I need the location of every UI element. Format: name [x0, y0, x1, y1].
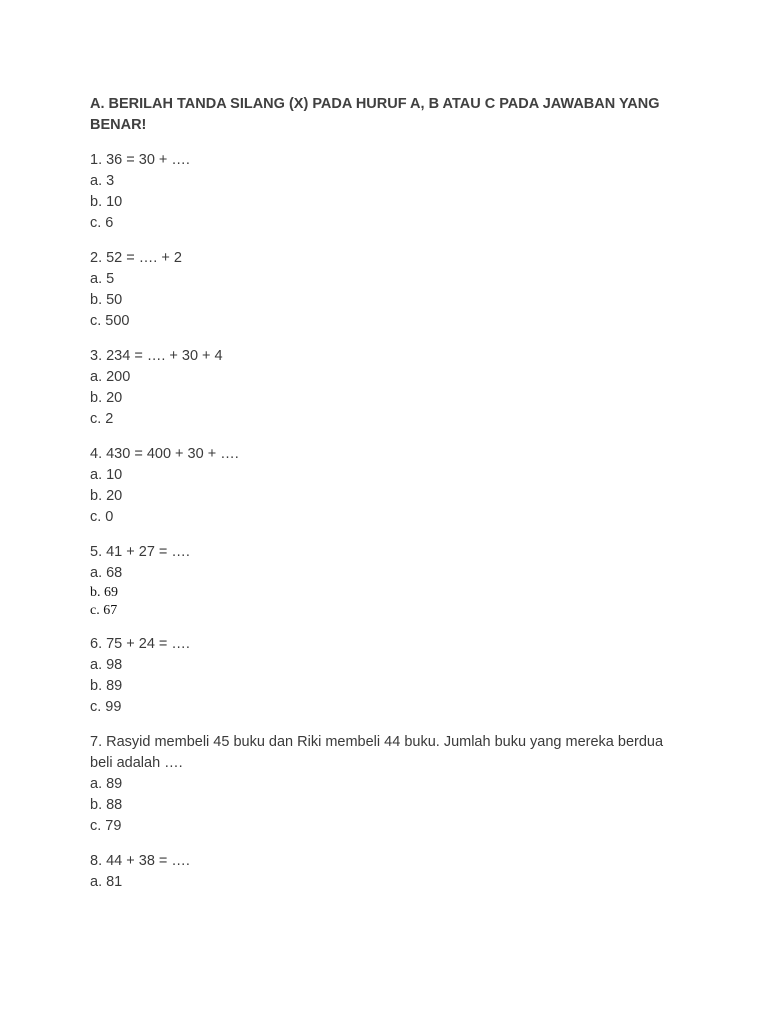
question-7 — [90, 732, 670, 837]
option-c: c. 2 — [90, 411, 114, 427]
option-a: a. 10 — [90, 467, 123, 483]
question-text: 3. 234 = …. + 30 + 4 — [90, 348, 223, 364]
question-text: 5. 41 + 27 = …. — [90, 544, 190, 560]
question-2 — [90, 248, 670, 332]
question-5 — [90, 542, 670, 620]
option-b: b. 69 — [90, 585, 118, 600]
option-a: a. 5 — [90, 271, 115, 287]
option-b: b. 89 — [90, 678, 123, 694]
option-c: c. 500 — [90, 313, 130, 329]
option-a: a. 200 — [90, 369, 131, 385]
question-text: 8. 44 + 38 = …. — [90, 853, 190, 869]
section-heading: A. BERILAH TANDA SILANG (X) PADA HURUF A, B ATAU C PADA JAWABAN YANG BENAR! — [90, 96, 660, 133]
option-b: b. 20 — [90, 390, 123, 406]
question-4 — [90, 444, 670, 528]
option-a: a. 81 — [90, 874, 123, 890]
option-a: a. 68 — [90, 565, 123, 581]
option-c: c. 6 — [90, 215, 114, 231]
option-a: a. 3 — [90, 173, 115, 189]
option-c: c. 0 — [90, 509, 114, 525]
question-1 — [90, 150, 670, 234]
question-6 — [90, 634, 670, 718]
question-text: 1. 36 = 30 + …. — [90, 152, 190, 168]
option-c: c. 67 — [90, 603, 118, 618]
option-b: b. 88 — [90, 797, 123, 813]
option-c: c. 99 — [90, 699, 122, 715]
question-3 — [90, 346, 670, 430]
option-a: a. 98 — [90, 657, 123, 673]
option-b: b. 20 — [90, 488, 123, 504]
question-text: 6. 75 + 24 = …. — [90, 636, 190, 652]
document-page — [90, 94, 670, 907]
question-8 — [90, 851, 670, 893]
option-b: b. 50 — [90, 292, 123, 308]
option-a: a. 89 — [90, 776, 123, 792]
option-b: b. 10 — [90, 194, 123, 210]
question-text: 7. Rasyid membeli 45 buku dan Riki membeli 44 buku. Jumlah buku yang mereka berdua beli adalah …. — [90, 734, 664, 771]
option-c: c. 79 — [90, 818, 122, 834]
question-text: 2. 52 = …. + 2 — [90, 250, 182, 266]
question-text: 4. 430 = 400 + 30 + …. — [90, 446, 239, 462]
